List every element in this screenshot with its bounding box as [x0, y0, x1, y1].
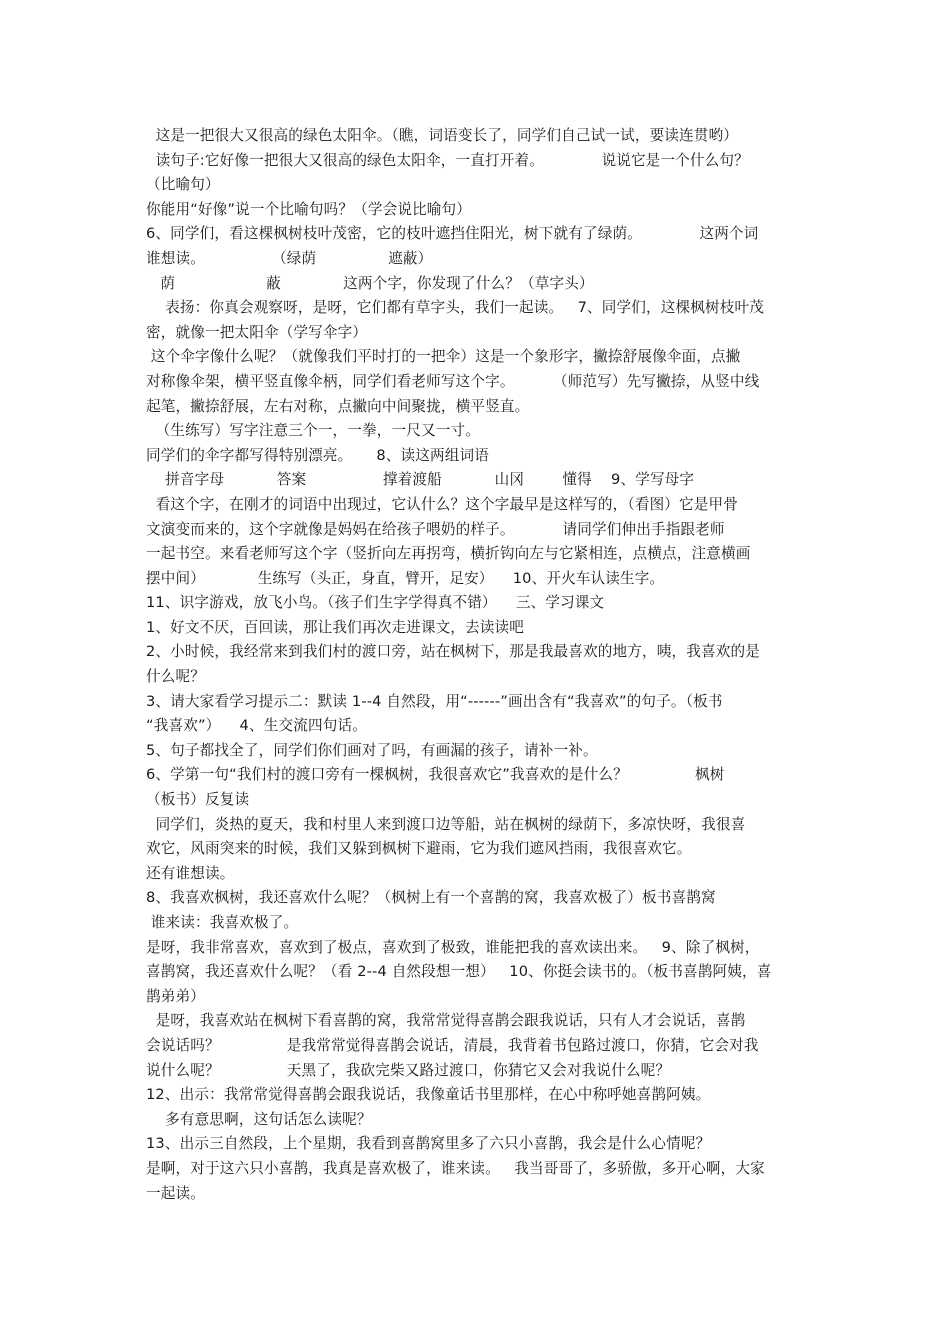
text-line-11: 对称像伞架，横平竖直像伞柄，同学们看老师写这个字。 （师范写）先写撇捺，从竖中线: [146, 372, 760, 390]
text-line-33: 谁来读：我喜欢极了。: [146, 914, 299, 931]
text-line-8: 表扬：你真会观察呀，是呀，它们都有草字头，我们一起读。 7、同学们，这棵枫树枝叶茂: [146, 299, 764, 317]
text-line-35: 喜鹊窝，我还喜欢什么呢？（看 2--4 自然段想一想） 10、你挺会读书的。（板书喜鹊阿姨，喜: [146, 963, 772, 981]
text-line-6: 谁想读。 （绿荫 遮蔽）: [146, 249, 433, 267]
text-line-20: 11、识字游戏，放飞小鸟。（孩子们生字学得真不错） 三、学习课文: [146, 594, 605, 612]
text-line-23: 什么呢？: [146, 668, 205, 686]
text-line-19: 摆中间） 生练写（头正，身直，臂开，足安） 10、开火车认读生字。: [146, 569, 665, 587]
text-line-12: 起笔，撇捺舒展，左右对称，点撇向中间聚拢，横平竖直。: [146, 397, 530, 415]
text-line-25: “我喜欢”） 4、生交流四句话。: [146, 717, 367, 735]
text-line-22: 2、小时候，我经常来到我们村的渡口旁，站在枫树下，那是我最喜欢的地方，咦，我喜欢的是: [146, 643, 760, 661]
text-line-30: 欢它，风雨突来的时候，我们又躲到枫树下避雨，它为我们遮风挡雨，我很喜欢它。: [146, 840, 692, 858]
text-line-26: 5、句子都找全了，同学们你们画对了吗，有画漏的孩子，请补一补。: [146, 741, 598, 759]
text-line-42: 13、出示三自然段，上个星期，我看到喜鹊窝里多了六只小喜鹊，我会是什么心情呢？: [146, 1135, 711, 1153]
text-line-36: 鹊弟弟）: [146, 987, 205, 1005]
text-line-18: 一起书空。来看老师写这个字（竖折向左再拐弯，横折钩向左与它紧相连，点横点，注意横画: [146, 545, 751, 563]
text-line-1: 这是一把很大又很高的绿色太阳伞。（瞧，词语变长了，同学们自己试一试，要读连贯哟）: [146, 127, 739, 144]
text-line-15: 拼音字母 答案 撑着渡船 山冈 懂得 9、学写母字: [146, 471, 695, 489]
text-line-28: （板书）反复读: [146, 791, 250, 809]
text-line-16: 看这个字，在刚才的词语中出现过，它认什么？这个字最早是这样写的，（看图）它是甲骨: [146, 495, 739, 513]
text-line-5: 6、同学们，看这棵枫树枝叶茂密，它的枝叶遮挡住阳光，树下就有了绿荫。 这两个词: [146, 225, 759, 243]
text-line-7: 荫 蔽 这两个字，你发现了什么？（草字头）: [146, 274, 594, 292]
text-line-43: 是啊，对于这六只小喜鹊，我真是喜欢极了，谁来读。 我当哥哥了，多骄傲，多开心啊，大家: [146, 1159, 765, 1177]
text-line-13: （生练写）写字注意三个一，一拳，一尺又一寸。: [146, 422, 480, 440]
text-line-32: 8、我喜欢枫树，我还喜欢什么呢？（枫树上有一个喜鹊的窝，我喜欢极了）板书喜鹊窝: [146, 889, 716, 907]
text-line-10: 这个伞字像什么呢？（就像我们平时打的一把伞）这是一个象形字，撇捺舒展像伞面，点撇: [146, 348, 741, 366]
text-line-9: 密，就像一把太阳伞（学写伞字）: [146, 323, 368, 341]
lesson-text: [146, 124, 814, 1206]
text-line-31: 还有谁想读。: [146, 864, 235, 882]
text-line-4: 你能用“好像”说一个比喻句吗？（学会说比喻句）: [146, 200, 472, 218]
text-line-17: 文演变而来的，这个字就像是妈妈在给孩子喂奶的样子。 请同学们伸出手指跟老师: [146, 520, 725, 538]
text-line-44: 一起读。: [146, 1184, 205, 1202]
text-line-24: 3、请大家看学习提示二：默读 1--4 自然段，用“------”画出含有“我喜欢”的句子。（板书: [146, 692, 723, 710]
text-line-34: 是呀，我非常喜欢，喜欢到了极点，喜欢到了极致，谁能把我的喜欢读出来。 9、除了枫树，: [146, 938, 760, 956]
text-line-38: 会说话吗？ 是我常常觉得喜鹊会说话，清晨，我背着书包路过渡口，你猜，它会对我: [146, 1036, 759, 1054]
text-line-29: 同学们，炎热的夏天，我和村里人来到渡口边等船，站在枫树的绿荫下，多凉快呀，我很喜: [146, 815, 746, 833]
text-line-40: 12、出示：我常常觉得喜鹊会跟我说话，我像童话书里那样，在心中称呼她喜鹊阿姨。: [146, 1086, 711, 1104]
text-line-27: 6、学第一句“我们村的渡口旁有一棵枫树，我很喜欢它”我喜欢的是什么？ 枫树: [146, 766, 725, 784]
text-line-14: 同学们的伞字都写得特别漂亮。 8、读这两组词语: [146, 446, 490, 464]
text-line-3: （比喻句）: [146, 176, 220, 194]
text-line-37: 是呀，我喜欢站在枫树下看喜鹊的窝，我常常觉得喜鹊会跟我说话，只有人才会说话，喜鹊: [146, 1012, 746, 1030]
text-line-21: 1、好文不厌，百回读，那让我们再次走进课文，去读读吧: [146, 618, 525, 636]
text-line-39: 说什么呢？ 天黑了，我砍完柴又路过渡口，你猜它又会对我说什么呢？: [146, 1061, 671, 1079]
text-line-41: 多有意思啊，这句话怎么读呢？: [146, 1110, 372, 1128]
text-line-2: 读句子:它好像一把很大又很高的绿色太阳伞，一直打开着。 说说它是一个什么句？: [146, 151, 749, 169]
